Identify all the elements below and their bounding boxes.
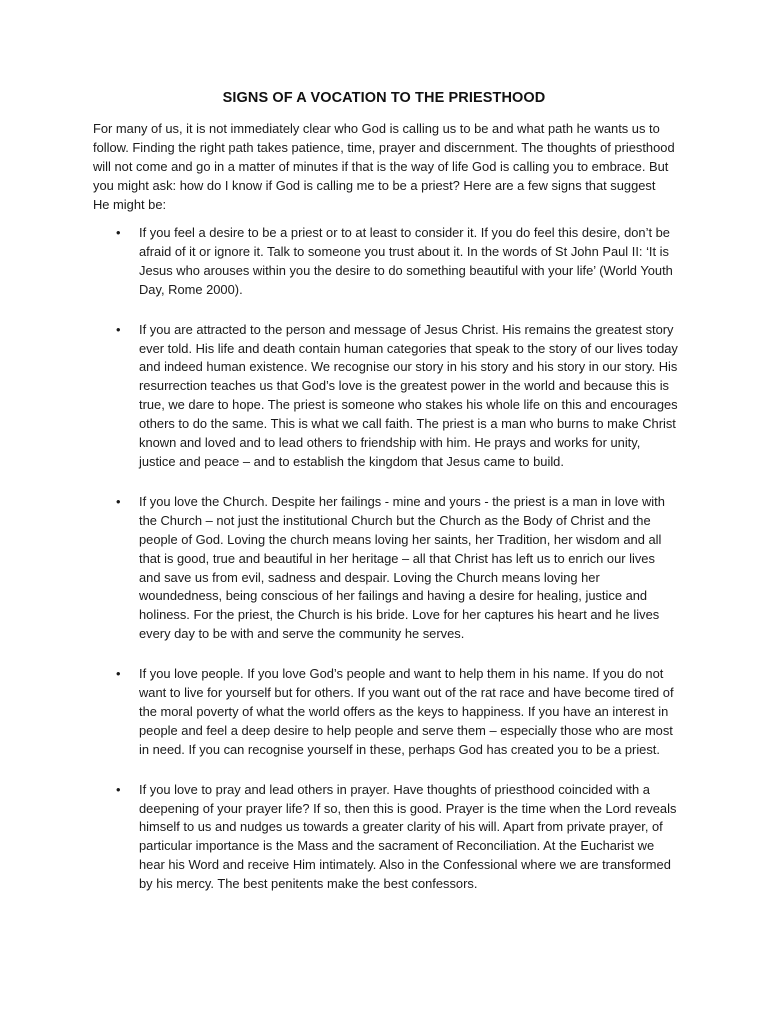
list-item-text: If you love people. If you love God’s people and want to help them in his name. If you do not want to live for yourself but for others. If you want out of the rat race and have become tired of the moral poverty of what the world offers as the keys to happiness. If you have an interest in people and feel a deep desire to help people and serve them – especially those who are most in need. If you can recognise yourself in these, perhaps God has created you to be a priest. <box>139 666 674 757</box>
list-item-text: If you love the Church. Despite her failings - mine and yours - the priest is a man in love with the Church – not just the institutional Church but the Church as the Body of Christ and the people of God. Loving the church means loving her saints, her Tradition, her wisdom and all that is good, true and beautiful in her heritage – all that Christ has left us to enrich our lives and save us from evil, sadness and despair. Loving the Church means loving her woundedness, being conscious of her failings and having a desire for healing, justice and holiness. For the priest, the Church is his bride. Love for her captures his heart and he lives every day to be with and serve the community he serves. <box>139 493 665 642</box>
list-item <box>0 321 679 472</box>
bullet-icon: • <box>116 493 121 509</box>
list-item-text: If you feel a desire to be a priest or to at least to consider it. If you do feel this desire, don’t be afraid of it or ignore it. Talk to someone you trust about it. In the words of St John Paul II: ‘It is Jesus who arouses within you the desire to do something beautiful with your life’ (World Youth Day, Rome 2000). <box>139 225 673 297</box>
list-item-text: If you are attracted to the person and message of Jesus Christ. His remains the greatest story ever told. His life and death contain human categories that speak to the story of our lives today and indeed human existence. We recognise our story in his story and his story in our story. His resurrection teaches us that God’s love is the greatest power in the world and because this is true, we dare to hope. The priest is someone who stakes his whole life on this and encourages others to do the same. This is what we call faith. The priest is a man who burns to make Christ known and loved and to lead others to friendship with him. He prays and works for unity, justice and peace – and to establish the kingdom that Jesus came to build. <box>139 321 678 469</box>
bullet-icon: • <box>116 321 121 337</box>
list-item <box>0 493 679 644</box>
list-item <box>0 781 679 894</box>
list-item <box>0 224 679 300</box>
list-item-text: If you love to pray and lead others in prayer. Have thoughts of priesthood coincided with a deepening of your prayer life? If so, then this is good. Prayer is the time when the Lord reveals himself to us and nudges us towards a greater clarity of his will. Apart from private prayer, of particular importance is the Mass and the sacrament of Reconciliation. At the Eucharist we hear his Word and receive Him intimately. Also in the Confessional where we are transformed by his mercy. The best penitents make the best confessors. <box>139 781 677 892</box>
bullet-icon: • <box>116 225 121 240</box>
document-title: SIGNS OF A VOCATION TO THE PRIESTHOOD <box>222 90 546 106</box>
intro-paragraph: For many of us, it is not immediately clear who God is calling us to be and what path he wants us to follow. Finding the right path takes patience, time, prayer and discernment. The thoughts of priesthood will not come and go in a matter of minutes if that is the way of life God is calling you to embrace. But you might ask: how do I know if God is calling me to be a priest? Here are a few signs that suggest He might be: <box>93 121 675 212</box>
bullet-icon: • <box>116 666 121 682</box>
list-item <box>0 665 679 760</box>
bullet-icon: • <box>116 781 121 797</box>
signs-list <box>0 224 768 915</box>
